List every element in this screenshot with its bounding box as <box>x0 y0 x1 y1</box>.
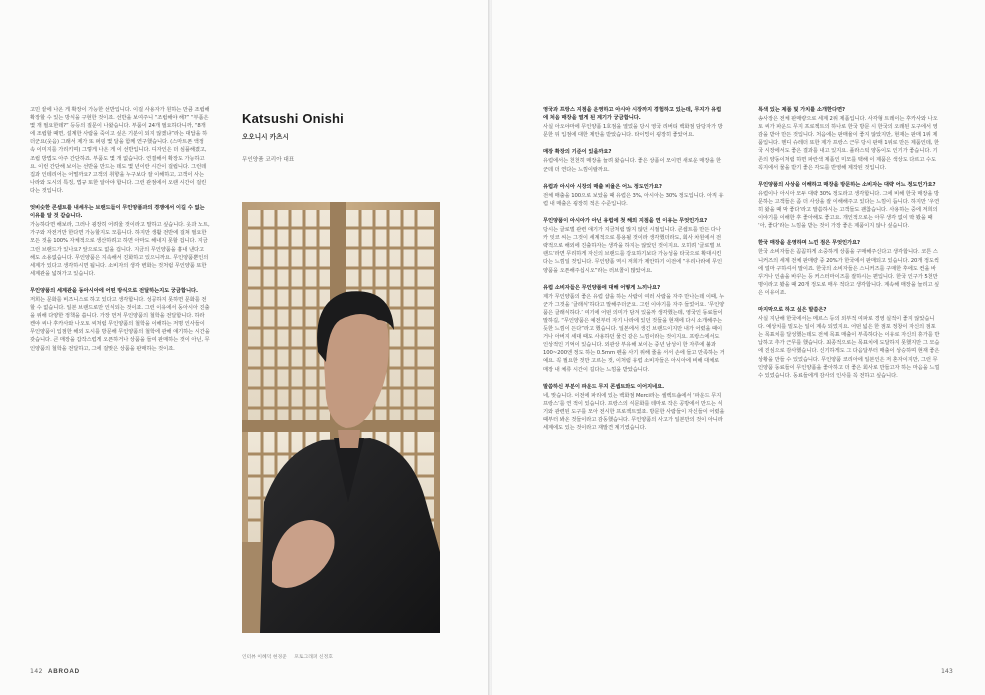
question-heading: 엇비슷한 콘셉트를 내세우는 브랜드들이 무인양품과의 경쟁에서 이길 수 없는 이유를 알 것 같습니다. <box>30 205 205 220</box>
qa-paragraph <box>543 217 725 275</box>
qa-paragraph <box>543 383 725 433</box>
article-column-3 <box>543 106 725 441</box>
section-name: ABROAD <box>48 668 80 675</box>
left-page <box>0 0 490 695</box>
left-page-number: 142 <box>30 668 43 675</box>
qa-paragraph <box>543 183 725 208</box>
qa-paragraph <box>543 148 725 173</box>
answer-text: 사실 지난해 한국에서는 메르스 등의 외부적 여파로 경영 실적이 좋지 않았습니다. 예상치를 밑도는 일이 계속 되었지요. 어떤 넓은 한 점포 정창이 자신의 점포는 목표치를 달성했는데도 전체 목표 매출이 부족하다는 이유로 자신의 휴가를 반납하고 추가 근무를 했습니다. 최종적으로는 목표치에 도달하지 못했지만 그 모습에 진심으로 감사했습니다. 신기하게도 그 다음달부터 매출이 상승하며 현재 좋은 상황을 만들 수 있었습니다. 무인양품 코리아에 일본인은 저 혼자이지만, 그런 무인양품 동료들이 무인양품을 좋아하고 더 좋은 회사로 만들고자 하는 마음을 느낄 수 있었습니다. 동료들에게 감사의 인사를 꼭 전하고 싶습니다. <box>758 316 940 379</box>
answer-text: 당시는 글로벌 관련 얘기가 지금처럼 많지 않던 시절입니다. 콘셉트를 만든 다나카 잇코 씨는 그것이 세계적으로 통용될 것이라 생각했더라도, 회사 차원에서 전략적으로 해외에 진출하자는 생각을 하지는 않았던 것이지요. 오히려 ‘글로벌 브랜드’라면 무리하게 자신의 브랜드를 강요하기보다 가능성을 타국으로 확대시킨다는 느낌일 것입니다. 무인양품 역시 저희가 제안하기 이전에 “우리나라에 무인양품을 오픈해주십시오”라는 러브콜이 많았어요. <box>543 227 723 274</box>
interviewee-name-en: Katsushi Onishi <box>242 111 344 126</box>
question-heading: 매장 확장의 기준이 있을까요? <box>543 149 612 156</box>
qa-paragraph <box>758 239 940 297</box>
portrait-photo <box>242 202 440 633</box>
qa-paragraph <box>30 204 210 278</box>
interviewee-role: 무인양품 코리아 대표 <box>242 157 295 163</box>
qa-paragraph <box>30 106 210 195</box>
answer-text: 저희는 문화를 비즈니스로 하고 있다고 생각합니다. 성공하지 못하면 문화를 전할 수 없습니다. 일본 브랜드로만 인식되는 것이죠. 그런 이유에서 동아시아 진출을 위해 다양한 정책을 씁니다. 가장 먼저 무인양품의 철학을 전달합니다. 하라 켄야 씨나 후카사와 나오토 씨처럼 무인양품의 철학을 이해하는 저명 인사들이 무인양품이 입점한 해외 도시를 방문해 무인양품의 철학에 관해 얘기하는 시간을 갖습니다. 큰 매장을 갑작스럽게 오픈하거나 상품을 들여 판매하는 것이 아닌, 무인양품의 철학을 전달하고, 그에 걸맞은 상품을 판매하는 것이죠. <box>30 296 210 352</box>
answer-text: 전체 매출을 100으로 보았을 때 유럽은 3%, 아시아는 30% 정도입니다. 아직 유럽 내 매출은 굉장히 적은 수준입니다. <box>543 192 724 207</box>
qa-paragraph <box>758 306 940 380</box>
left-folio <box>30 668 80 675</box>
answer-text: 송사장은 전체 판매량으로 세계 2위 제품입니다. 사각형 트레이는 후카사와 나오토 씨가 파운드 무지 프로젝트의 하나로 한국 방문 시 한국의 오래된 도구에서 영감을 받아 만든 것입니다. 처음에는 판매율이 좋지 않았지만, 현재는 판매 1위 제품입니다. 헨디 슈레더 또한 제가 프랑스 근무 당시 판매 1위로 만든 제품인데, 한국 시장에서도 좋은 결과를 내고 있지요. 플라스틱 양동이도 인기가 좋습니다. 기존의 양동이처럼 하면 파란색 제품인 미모를 택해 이 제품은 색상도 다르고 수도꼭지에서 물을 받기 좋은 각도를 반영해 제작된 것입니다. <box>758 116 939 171</box>
answer-text: 유럽이나 아시아 모두 대략 30% 정도라고 생각합니다. 그에 비해 한국 매장을 방문하는 고객들은 좀 더 사상을 잘 이해해주고 있다는 느낌이 듭니다. 하지만 ‘우연히 왔을 때 막 좋다’라고 말씀하시는 고객들도 괜찮습니다. 사용하는 중에 저희의 이야기를 이해한 후 좋아해도 좋고요. 개인적으로는 아무 생각 없이 딱 봤을 때 ‘아, 좋다’라는 느낌을 받는 것이 가장 좋은 제품이지 않나 싶습니다. <box>758 190 940 230</box>
question-heading: 마지막으로 하고 싶은 말씀은? <box>758 306 827 313</box>
right-page-number: 143 <box>941 668 953 675</box>
interview-credit: 인터뷰 이혜덕 현경준 <box>242 655 287 660</box>
question-heading: 무인양품의 사상을 이해하고 매장을 방문하는 소비자는 대략 어느 정도인가요? <box>758 181 936 188</box>
answer-text: 사실 아오야마에 무인양품 1호점을 열었을 당시 영국 리버티 백화점 담당자가 방문한 뒤 입점에 대한 제안을 받았습니다. 타이밍이 굉장히 좋았어요. <box>543 124 723 139</box>
question-heading: 한국 매장을 운영하며 느낀 점은 무엇인가요? <box>758 240 860 247</box>
question-heading: 말씀하신 부분이 파운드 무지 콘셉트와도 이어지네요. <box>543 383 665 390</box>
qa-paragraph <box>758 181 940 231</box>
photographer-credit: 포토그래퍼 신정호 <box>294 655 333 660</box>
question-heading: 영국과 프랑스 지점을 운영하고 아시아 시장까지 경험하고 있는데, 무지가 유럽에 처음 매장을 열게 된 계기가 궁금합니다. <box>543 107 722 122</box>
answer-text: 가능하다면 해보라, 그러나 굉장히 어려울 것이라고 말하고 싶습니다. 옷과 노트, 가구와 자전거만 한다면 가능할지도 모릅니다. 하지만 생활 전반에 걸쳐 필요한 모든 것을 100% 자체적으로 생산하려고 하면 아마도 해내지 못할 겁니다. 지금 그런 브랜드가 있나요? 앞으로도 없을 겁니다. 지금의 무인양품을 흉내 낸다고 해도 소용없습니다. 무인양품은 지속해서 진화하고 있으니까요. 무인양품뿐인의 세계가 있다고 생각하시면 됩니다. 소비자의 생각 변화는 것처럼 무인양품 또한 세계관을 넓혀가고 있습니다. <box>30 222 210 277</box>
question-heading: 유럽 소비자들은 무인양품에 대해 어떻게 느끼나요? <box>543 284 661 291</box>
answer-text: 고민 끝에 나온 게 확장이 가능한 선반입니다. 이걸 사용자가 원하는 만큼 조립해 확장할 수 있는 방식을 구현한 것이죠. 선반을 보여주니 “조립해야 해?” “부품은 몇 개 필요한데?” 등등의 질문이 나왔습니다. 부품이 24개 필요하다니까, “8개에 조립할 때면, 설계한 사람을 죽이고 싶은 기분이 되지 않겠냐”라는 대답을 하더군요(웃음) 그래서 제가 또 퍼핑 몇 달을 함께 연구했습니다. (스마트폰 액정 속 이미지를 가리키며) 그렇게 나온 게 이 선반입니다. 디자인은 더 심플해졌고, 조립 방법도 아주 간단하죠. 부품도 몇 개 없습니다. 연결해서 확장도 가능하고요. 이런 간단해 보이는 선반을 만드는 데도 몇 년이란 시간이 걸립니다. 그런데 집과 인테리어는 어떨까요? 고객의 취향을 누구보다 잘 이해하고, 고객이 사는 나라와 도시의 특징, 법규 또한 알아야 합니다. 그런 관점에서 오랜 시간이 걸린다는 것입니다. <box>30 107 210 194</box>
question-heading: 특색 있는 제품 및 가치를 소개한다면? <box>758 107 845 113</box>
answer-text: 한국 소비자들은 꼼꼼하게 소중하게 상품을 구매해주신다고 생각합니다. 코튼 스니커즈의 세계 전체 판매량 중 20%가 한국에서 판매되고 있습니다. 20개 정도씩에 얼마 구하셔서 말이죠. 한국의 소비자들은 스니커즈를 구매한 후에도 컨을 바꾸거나 인솔을 바꾸는 등 커스터마이즈를 잘하시는 편입니다. 한국 인구가 5천만 명이라고 봤을 때 20개 정도로 매우 적다고 생각합니다. 계속해 매장을 늘리고 싶은 이유이죠. <box>758 249 940 296</box>
question-heading: 무인양품의 세계관을 동아시아에 어떤 방식으로 전달하는지도 궁금합니다. <box>30 287 198 294</box>
photo-credits <box>242 653 339 660</box>
qa-paragraph <box>543 106 725 139</box>
interviewee-name-ko: 오오니시 카츠시 <box>242 133 289 141</box>
qa-paragraph <box>30 287 210 353</box>
qa-paragraph <box>543 284 725 374</box>
article-column-1 <box>30 106 210 362</box>
question-heading: 무인양품이 아시아가 아닌 유럽에 첫 해외 지점을 연 이유는 무엇인가요? <box>543 217 708 224</box>
question-heading: 유럽과 아시아 시장의 매출 비율은 어느 정도인가요? <box>543 183 662 190</box>
answer-text: 유럽에서는 천천히 매장을 늘려 왔습니다. 좋은 상품이 모이면 새로운 매장을 한 군데 더 연다는 느낌이랄까요. <box>543 158 721 173</box>
qa-paragraph <box>758 106 940 172</box>
article-column-4 <box>758 106 940 389</box>
answer-text: 제가 무인양품의 좋은 유럽 샵을 하는 사람이 여러 사람을 자주 만나는데 이때, 누군가 그것을 ‘클래식’하다고 말해주더군요. 그런 이야기를 자주 들었어요. ‘무인양품은 클래식하다.’ 여기에 어떤 의미가 담겨 있을까 생각했는데, 영국인 동료들이 말하길, “무인양품은 예전부터 자기 나라에 있던 것들을 현재에 다시 소개해주는 듯한 느낌이 든다”라고 했습니다. 일본에서 생긴 브랜드이지만 내가 어렸을 때이거나 아버지 세대 때도 사용하던 물건 같은 느낌이라는 것이지요. 프랑스에서도 인상적인 기억이 있습니다. 외관상 부유해 보이는 중년 남성이 한 자루에 불과 100~200엔 정도 하는 0.5mm 펜을 사기 위해 줄을 서서 손에 들고 만족하는 거예요. 꼭 필요한 것만 고르는 것, 이처럼 유럽 소비자들은 아시아에 비해 대체로 매장 내 체류 시간이 길다는 느낌을 받았습니다. <box>543 293 725 373</box>
answer-text: 네, 맞습니다. 이전에 파리에 있는 백화점 Merci라는 셀렉트숍에서 ‘파운드 무지 프랑스’를 연 적이 있습니다. 프랑스의 식문화를 테마로 작은 공방에서 만드는 식기와 관련된 도구를 모아 전시한 프로젝트였죠. 방문한 사람들이 자신들이 어렸을 때부터 봐온 것들이라고 감동했습니다. 무인양품의 사고가 일본만의 것이 아니라 세계에도 있는 것이라고 재발견 계기였습니다. <box>543 392 725 432</box>
